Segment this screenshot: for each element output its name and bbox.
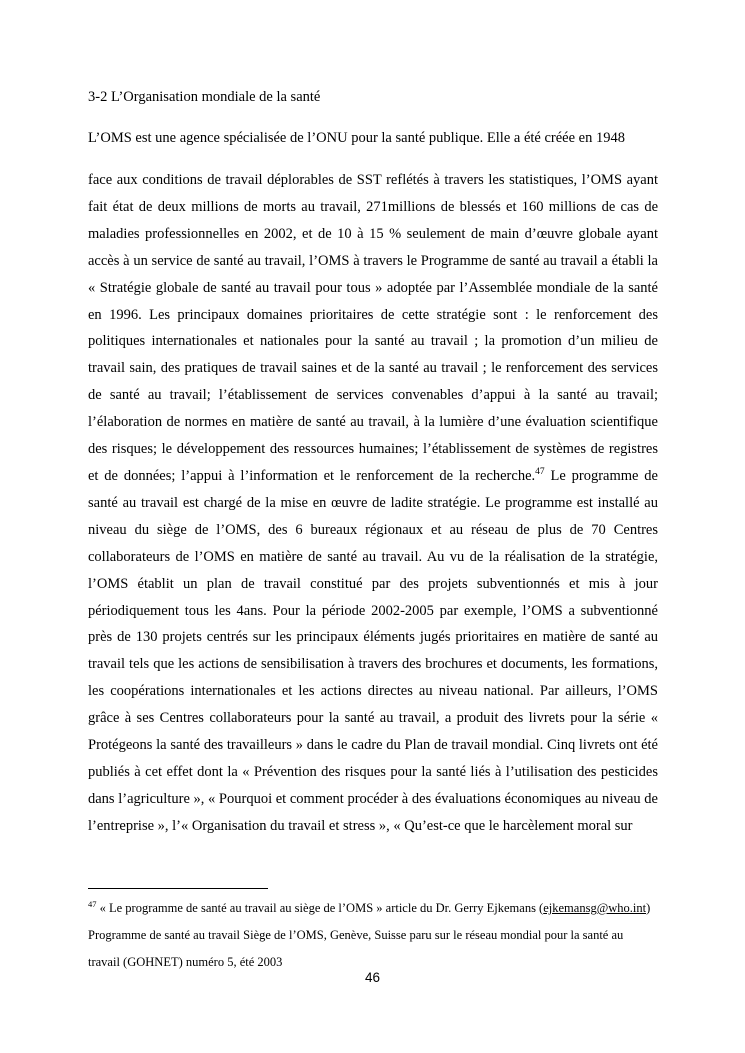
footnote xyxy=(88,895,658,976)
email-link[interactable]: ejkemansg@who.int xyxy=(543,901,647,915)
body-paragraph xyxy=(88,167,658,840)
footnote-separator xyxy=(88,888,268,889)
footnote-reference: 47 xyxy=(535,466,545,477)
intro-paragraph: L’OMS est une agence spécialisée de l’ONU pour la santé publique. Elle a été créée en 1948 xyxy=(88,130,625,146)
body-text-part1: face aux conditions de travail déplorables de SST reflétés à travers les statistiques, l’OMS ayant fait état de deux millions de morts au travail, 271millions de blessés et 160 millions de cas de maladies professionnelles en 2002, et de 10 à 15 % seulement de main d’œuvre globale ayant accès à un service de santé au travail, l’OMS à travers le Programme de santé au travail a établi la « Stratégie globale de santé au travail pour tous » adoptée par l’Assemblée mondiale de la santé en 1996. Les principaux domaines prioritaires de cette stratégie sont : le renforcement des politiques internationales et nationales pour la santé au travail ; la promotion d’un milieu de travail sain, des pratiques de travail saines et de la santé au travail ; le renforcement des services de santé au travail; l’établissement de services convenables d’appui à la santé au travail; l’élaboration de normes en matière de santé au travail, à la lumière d’une évaluation scientifique des risques; le développement des ressources humaines; l’établissement de systèmes de registres et de données; l’appui à l’information et le renforcement de la recherche. xyxy=(88,172,658,484)
body-text-part2: Le programme de santé au travail est chargé de la mise en œuvre de ladite stratégie. Le programme est installé au niveau du siège de l’OMS, des 6 bureaux régionaux et au réseau de plus de 70 Centres collaborateurs de l’OMS en matière de santé au travail. Au vu de la réalisation de la stratégie, l’OMS établit un plan de travail constitué par des projets subventionnés et mis à jour périodiquement tous les 4ans. Pour la période 2002-2005 par exemple, l’OMS a subventionné près de 130 projets centrés sur les principaux éléments jugés prioritaires en matière de santé au travail tels que les actions de sensibilisation à travers des brochures et documents, les formations, les coopérations internationales et les actions directes au niveau national. Par ailleurs, l’OMS grâce à ses Centres collaborateurs pour la santé au travail, a produit des livrets pour la série « Protégeons la santé des travailleurs » dans le cadre du Plan de travail mondial. Cinq livrets ont été publiés à cet effet dont la « Prévention des risques pour la santé liés à l’utilisation des pesticides dans l’agriculture », « Pourquoi et comment procéder à des évaluations économiques au niveau de l’entreprise », l’« Organisation du travail et stress », « Qu’est-ce que le harcèlement moral sur xyxy=(88,467,658,834)
footnote-marker: 47 xyxy=(88,899,97,909)
section-heading: 3-2 L’Organisation mondiale de la santé xyxy=(88,89,321,105)
text-block xyxy=(88,84,658,840)
page-number: 46 xyxy=(364,970,381,985)
footnote-text-before: « Le programme de santé au travail au siège de l’OMS » article du Dr. Gerry Ejkemans ( xyxy=(96,901,544,915)
footnote-text-after: ) Programme de santé au travail Siège de l’OMS, Genève, Suisse paru sur le réseau mondial pour la santé au travail (GOHNET) numéro 5, été 2003 xyxy=(88,901,651,969)
footnote-area xyxy=(88,888,658,976)
